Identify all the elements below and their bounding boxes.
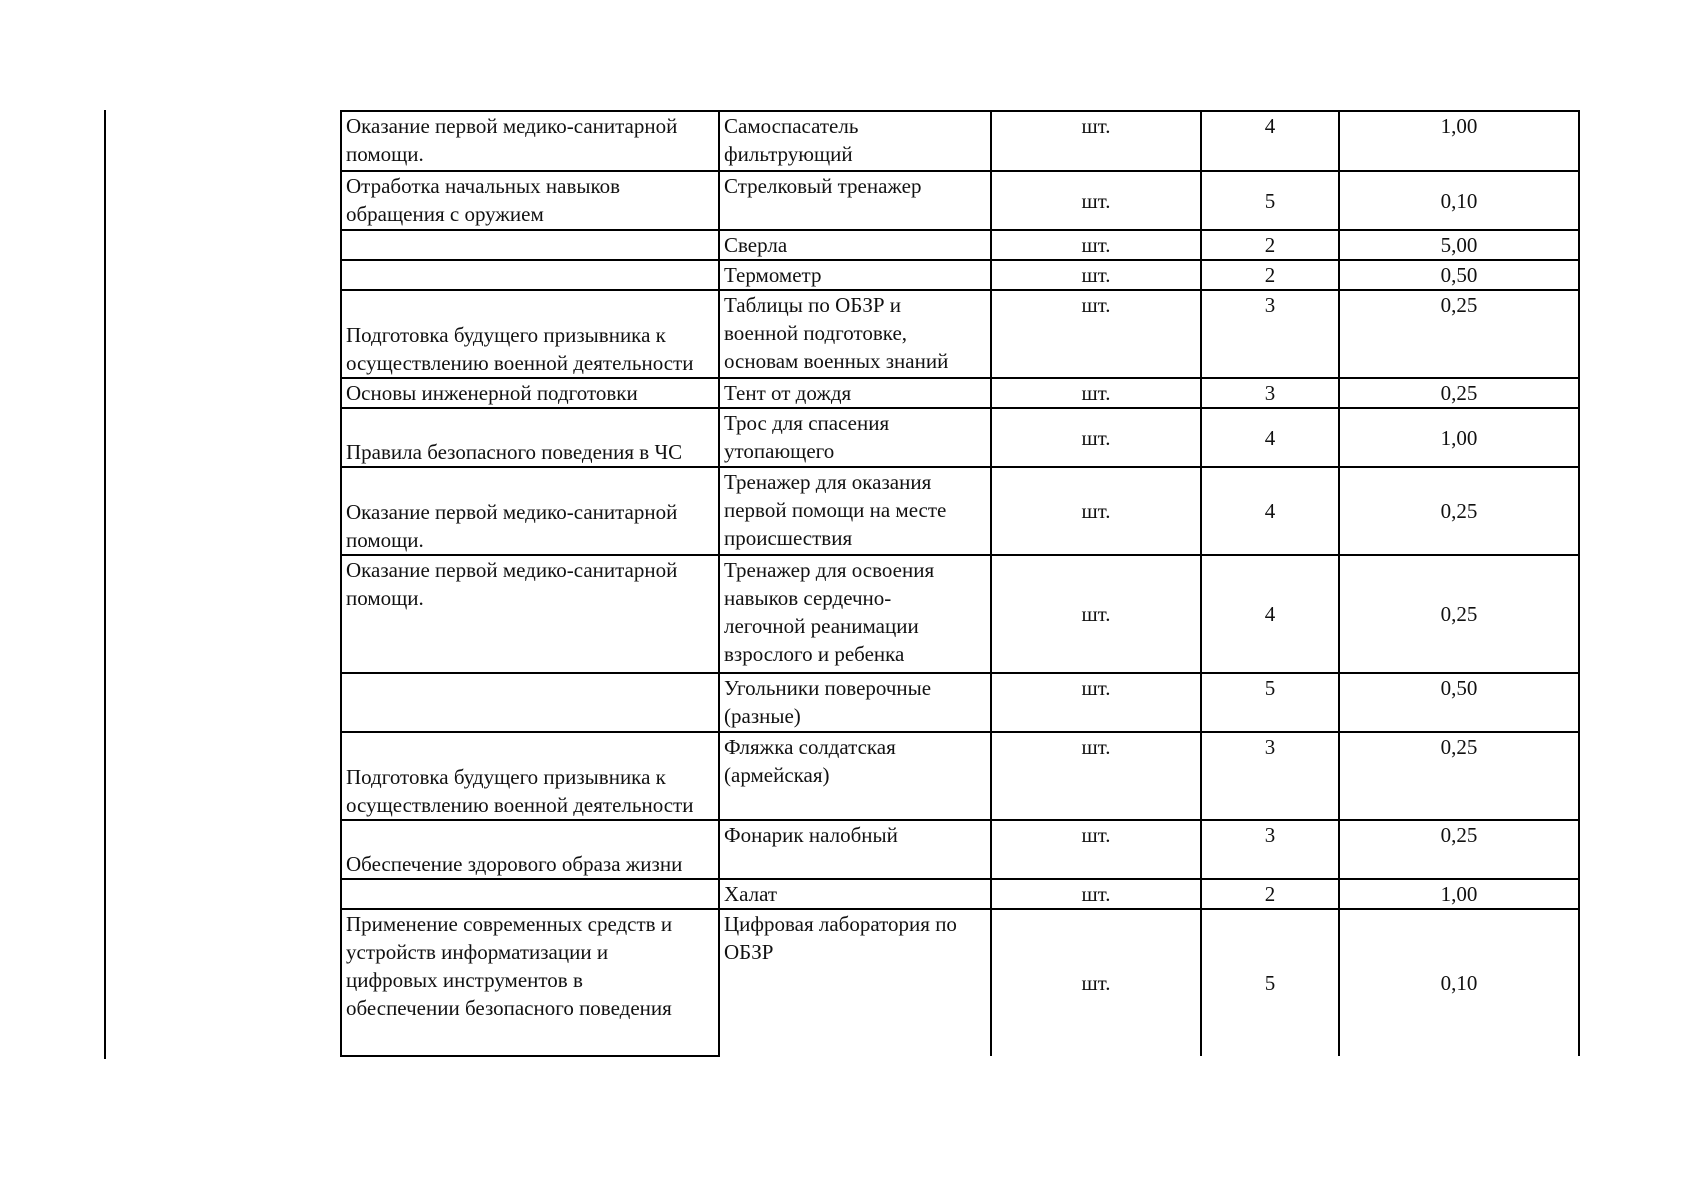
topic-cell: Отработка начальных навыков обращения с оружием xyxy=(341,171,719,230)
quantity-cell: 2 xyxy=(1201,879,1339,909)
topic-cell: Оказание первой медико-санитарной помощи. xyxy=(341,467,719,555)
unit-cell: шт. xyxy=(991,230,1201,260)
topic-cell xyxy=(341,230,719,260)
item-cell: Угольники поверочные (разные) xyxy=(719,673,991,732)
quantity-cell: 3 xyxy=(1201,732,1339,820)
quantity-cell: 4 xyxy=(1201,555,1339,673)
unit-cell: шт. xyxy=(991,171,1201,230)
unit-cell: шт. xyxy=(991,673,1201,732)
topic-cell: Оказание первой медико-санитарной помощи. xyxy=(341,555,719,673)
value-cell: 0,25 xyxy=(1339,290,1579,378)
quantity-cell: 4 xyxy=(1201,408,1339,467)
item-cell: Термометр xyxy=(719,260,991,290)
unit-cell: шт. xyxy=(991,290,1201,378)
item-cell: Тренажер для освоения навыков сердечно- легочной реанимации взрослого и ребенка xyxy=(719,555,991,673)
unit-cell: шт. xyxy=(991,909,1201,1056)
unit-cell: шт. xyxy=(991,260,1201,290)
value-cell: 1,00 xyxy=(1339,879,1579,909)
topic-cell: Правила безопасного поведения в ЧС xyxy=(341,408,719,467)
item-cell: Фонарик налобный xyxy=(719,820,991,879)
quantity-cell: 3 xyxy=(1201,820,1339,879)
value-cell: 1,00 xyxy=(1339,408,1579,467)
item-cell: Фляжка солдатская (армейская) xyxy=(719,732,991,820)
value-cell: 0,25 xyxy=(1339,378,1579,408)
item-cell: Самоспасатель фильтрующий xyxy=(719,111,991,171)
unit-cell: шт. xyxy=(991,879,1201,909)
topic-cell: Оказание первой медико-санитарной помощи. xyxy=(341,111,719,171)
table-row xyxy=(341,111,1579,171)
value-cell: 0,10 xyxy=(1339,171,1579,230)
item-cell: Таблицы по ОБЗР и военной подготовке, основам военных знаний xyxy=(719,290,991,378)
topic-cell: Обеспечение здорового образа жизни xyxy=(341,820,719,879)
table-row xyxy=(341,290,1579,378)
table-row xyxy=(341,820,1579,879)
topic-cell xyxy=(341,879,719,909)
value-cell: 1,00 xyxy=(1339,111,1579,171)
item-cell: Сверла xyxy=(719,230,991,260)
quantity-cell: 4 xyxy=(1201,467,1339,555)
table-row xyxy=(341,171,1579,230)
item-cell: Стрелковый тренажер xyxy=(719,171,991,230)
table-row xyxy=(341,378,1579,408)
item-cell: Трос для спасения утопающего xyxy=(719,408,991,467)
table-row xyxy=(341,673,1579,732)
topic-cell: Применение современных средств и устройств информатизации и цифровых инструментов в обеспечении безопасного поведения xyxy=(341,909,719,1056)
quantity-cell: 5 xyxy=(1201,673,1339,732)
value-cell: 0,50 xyxy=(1339,673,1579,732)
table-row xyxy=(341,230,1579,260)
topic-cell: Подготовка будущего призывника к осуществлению военной деятельности xyxy=(341,290,719,378)
unit-cell: шт. xyxy=(991,111,1201,171)
unit-cell: шт. xyxy=(991,732,1201,820)
table-row xyxy=(341,909,1579,1056)
quantity-cell: 2 xyxy=(1201,230,1339,260)
quantity-cell: 5 xyxy=(1201,171,1339,230)
value-cell: 0,50 xyxy=(1339,260,1579,290)
quantity-cell: 4 xyxy=(1201,111,1339,171)
item-cell: Цифровая лаборатория по ОБЗР xyxy=(719,909,991,1056)
topic-cell: Основы инженерной подготовки xyxy=(341,378,719,408)
table-row xyxy=(341,555,1579,673)
value-cell: 0,25 xyxy=(1339,555,1579,673)
value-cell: 0,10 xyxy=(1339,909,1579,1056)
item-cell: Халат xyxy=(719,879,991,909)
unit-cell: шт. xyxy=(991,555,1201,673)
table-row xyxy=(341,732,1579,820)
unit-cell: шт. xyxy=(991,378,1201,408)
table-row xyxy=(341,260,1579,290)
document-page xyxy=(340,110,1578,1057)
quantity-cell: 2 xyxy=(1201,260,1339,290)
item-cell: Тренажер для оказания первой помощи на месте происшествия xyxy=(719,467,991,555)
table-row xyxy=(341,467,1579,555)
table-row xyxy=(341,879,1579,909)
unit-cell: шт. xyxy=(991,820,1201,879)
unit-cell: шт. xyxy=(991,467,1201,555)
table-row xyxy=(341,408,1579,467)
value-cell: 0,25 xyxy=(1339,820,1579,879)
quantity-cell: 3 xyxy=(1201,378,1339,408)
equipment-table xyxy=(340,110,1580,1057)
quantity-cell: 5 xyxy=(1201,909,1339,1056)
left-margin-rule xyxy=(104,110,106,1059)
value-cell: 0,25 xyxy=(1339,732,1579,820)
quantity-cell: 3 xyxy=(1201,290,1339,378)
value-cell: 0,25 xyxy=(1339,467,1579,555)
topic-cell xyxy=(341,673,719,732)
topic-cell xyxy=(341,260,719,290)
item-cell: Тент от дождя xyxy=(719,378,991,408)
unit-cell: шт. xyxy=(991,408,1201,467)
value-cell: 5,00 xyxy=(1339,230,1579,260)
topic-cell: Подготовка будущего призывника к осуществлению военной деятельности xyxy=(341,732,719,820)
